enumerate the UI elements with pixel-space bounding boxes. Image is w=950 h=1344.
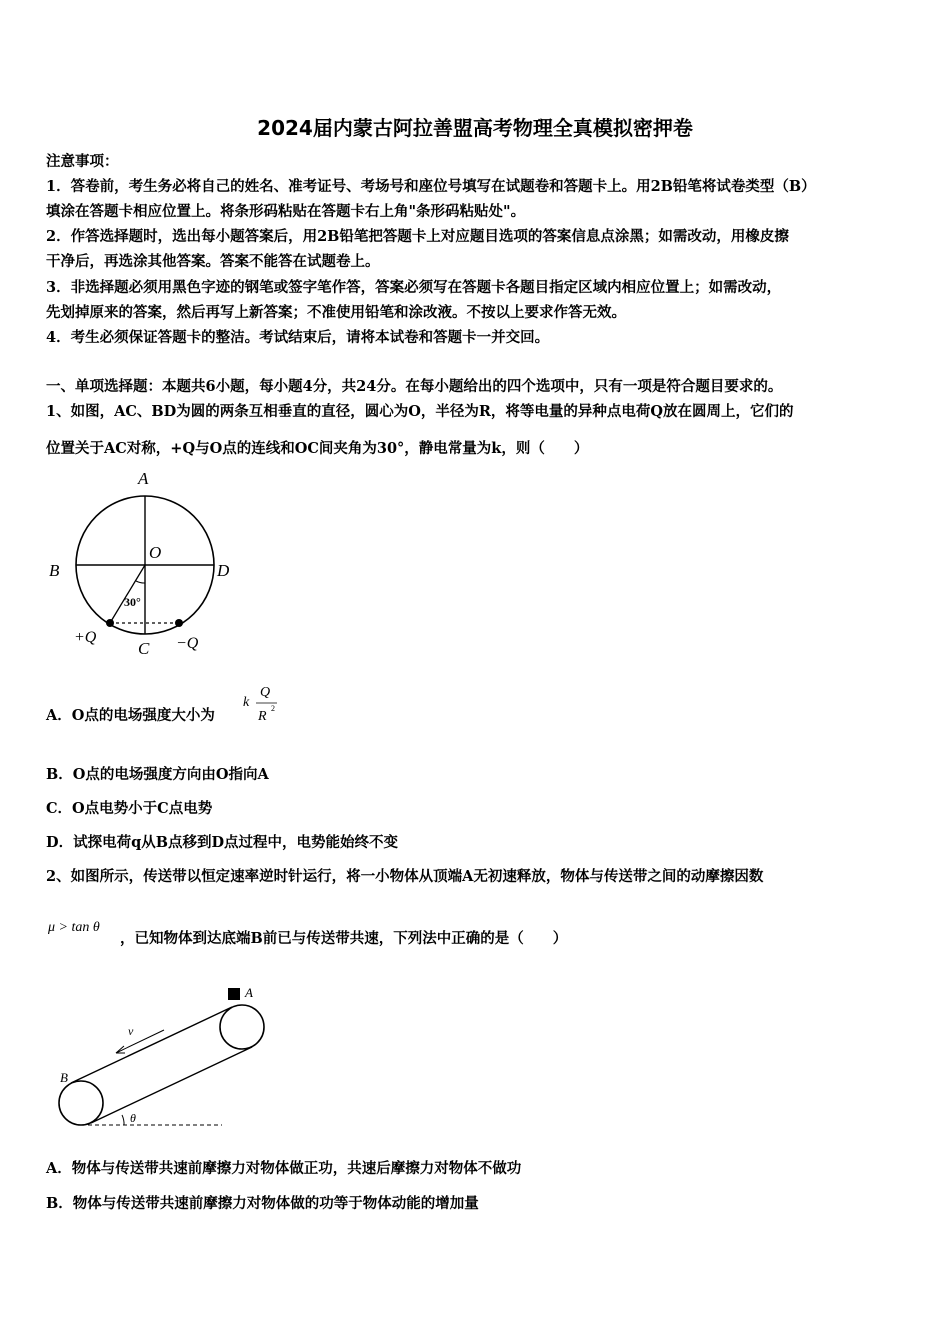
belt-lower: [91, 1047, 252, 1123]
angle-label: 30°: [124, 595, 141, 609]
radius-plus-q: [110, 565, 145, 623]
notice-line-4: 干净后，再选涂其他答案。答案不能答在试题卷上。: [46, 253, 380, 270]
belt-upper: [71, 1007, 232, 1083]
q1-option-d: D．试探电荷q从B点移到D点过程中，电势能始终不变: [46, 834, 399, 851]
plus-q-charge: [106, 619, 114, 627]
label-c: C: [138, 639, 150, 658]
notice-line-1: 1．答卷前，考生务必将自己的姓名、准考证号、考场号和座位号填写在试题卷和答题卡上。用2B铅笔将试卷类型（B）: [46, 178, 816, 195]
q2-option-b: B．物体与传送带共速前摩擦力对物体做的功等于物体动能的增加量: [46, 1195, 479, 1212]
notice-line-7: 4．考生必须保证答题卡的整洁。考试结束后，请将本试卷和答题卡一并交回。: [46, 329, 550, 346]
velocity-arrow: [116, 1030, 164, 1053]
label-b: B: [60, 1070, 68, 1085]
q1-option-a: A．O点的电场强度大小为: [46, 707, 215, 724]
q2-option-a: A．物体与传送带共速前摩擦力对物体做正功，共速后摩擦力对物体不做功: [46, 1160, 522, 1177]
formula-numerator: Q: [260, 685, 271, 700]
label-v: v: [128, 1024, 134, 1038]
formula-denominator: R: [258, 709, 267, 724]
q2-formula: [46, 916, 126, 938]
notice-line-6: 先划掉原来的答案，然后再写上新答案；不准使用铅笔和涂改液。不按以上要求作答无效。: [46, 304, 626, 321]
minus-q-label: −Q: [176, 635, 199, 652]
minus-q-charge: [175, 619, 183, 627]
q2-stem-line-1: 2、如图所示，传送带以恒定速率逆时针运行，将一小物体从顶端A无初速释放，物体与传送带之间的动摩擦因数: [46, 868, 764, 885]
notice-line-2: 填涂在答题卡相应位置上。将条形码粘贴在答题卡右上角"条形码粘贴处"。: [46, 203, 526, 220]
label-a: A: [245, 985, 253, 1000]
formula-exponent: 2: [271, 704, 275, 713]
notice-line-3: 2．作答选择题时，选出每小题答案后，用2B铅笔把答题卡上对应题目选项的答案信息点涂黑；如需改动，用橡皮擦: [46, 228, 789, 245]
q1-circle-figure: [44, 468, 244, 658]
label-theta: θ: [130, 1111, 136, 1125]
pulley-top: [220, 1005, 264, 1049]
plus-q-label: +Q: [74, 629, 97, 646]
block-a: [228, 988, 240, 1000]
q1-option-c: C．O点电势小于C点电势: [46, 800, 213, 817]
q1-option-b: B．O点的电场强度方向由O指向A: [46, 766, 269, 783]
theta-arc: [122, 1115, 124, 1125]
q1-option-a-formula: [240, 682, 285, 726]
notice-heading: 注意事项：: [46, 153, 119, 170]
notice-line-5: 3．非选择题必须用黑色字迹的钢笔或签字笔作答，答案必须写在答题卡各题目指定区域内相应位置上；如需改动，: [46, 279, 782, 296]
angle-arc: [136, 581, 145, 583]
q2-stem-line-2: ，已知物体到达底端B前已与传送带共速，下列法中正确的是（ ）: [120, 930, 568, 947]
q1-stem-line-2: 位置关于AC对称，+Q与O点的连线和OC间夹角为30°，静电常量为k，则（ ）: [46, 440, 589, 457]
q2-conveyor-figure: [52, 982, 272, 1132]
label-b: B: [49, 561, 60, 580]
q1-stem-line-1: 1、如图，AC、BD为圆的两条互相垂直的直径，圆心为O，半径为R，将等电量的异种点电荷Q放在圆周上，它们的: [46, 403, 794, 420]
pulley-bottom: [59, 1081, 103, 1125]
mu-tan-theta: μ > tan θ: [48, 920, 100, 935]
label-a: A: [138, 469, 149, 488]
section-heading: 一、单项选择题：本题共6小题，每小题4分，共24分。在每小题给出的四个选项中，只有一项是符合题目要求的。: [46, 378, 783, 395]
label-d: D: [217, 561, 230, 580]
formula-k: k: [243, 695, 250, 710]
label-o: O: [149, 543, 162, 562]
page-title: 2024届内蒙古阿拉善盟高考物理全真模拟密押卷: [257, 116, 693, 140]
